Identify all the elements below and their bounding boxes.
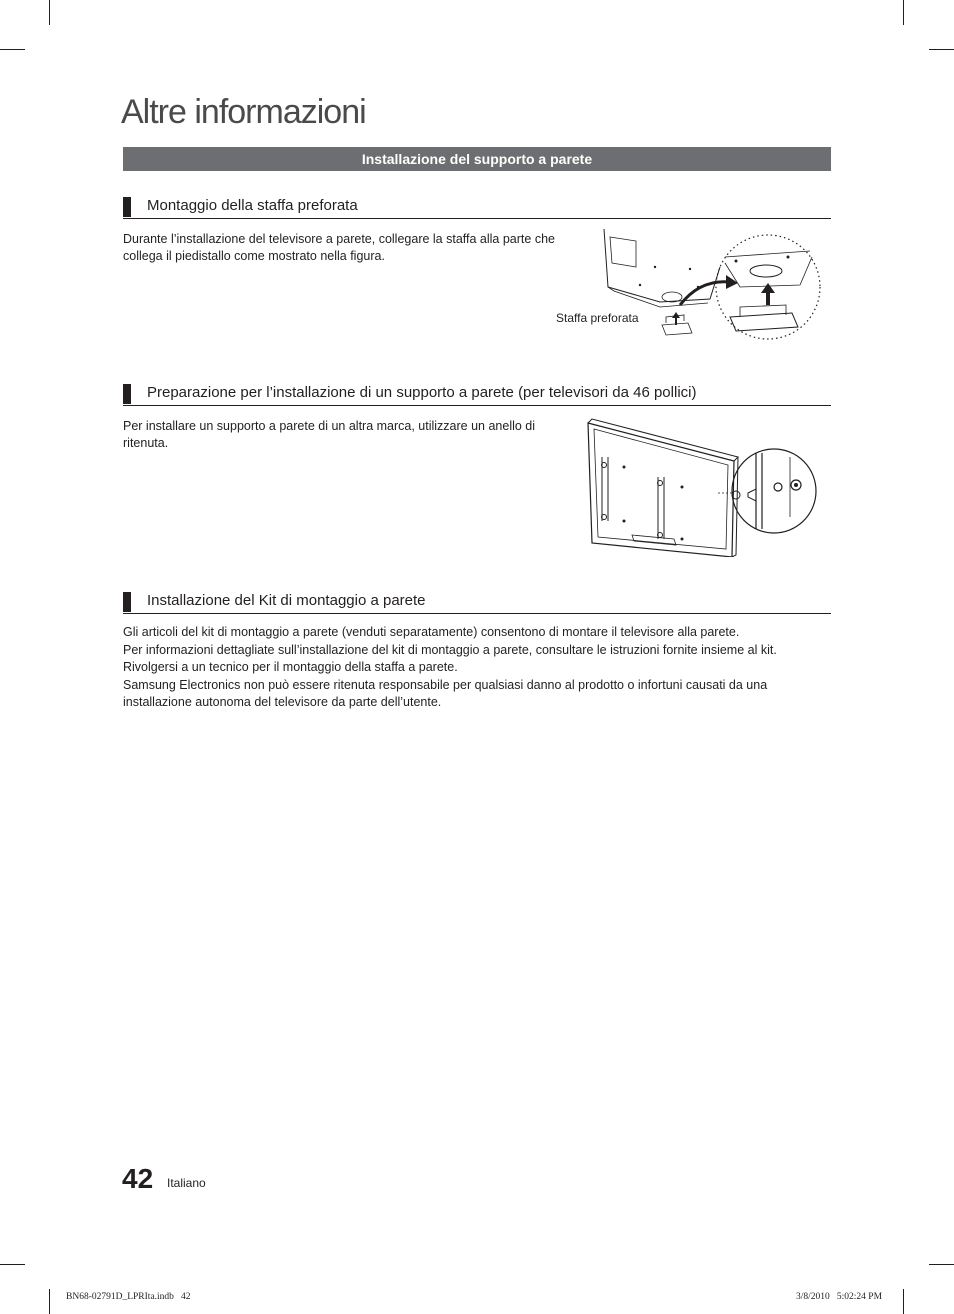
section-body [123,231,563,265]
print-slug-date: 3/8/2010 5:02:24 PM [796,1292,883,1302]
paragraph: Gli articoli del kit di montaggio a parete (venduti separatamente) consentono di montare il televisore alla parete. [123,625,740,639]
section-heading [123,196,831,219]
retaining-ring-illustration [584,417,824,557]
heading-marker [123,384,131,404]
crop-mark [903,0,904,25]
language-label: Italiano [167,1176,206,1190]
section-heading-label: Preparazione per l’installazione di un supporto a parete (per televisori da 46 pollici) [147,384,697,401]
bracket-illustration [600,227,830,349]
section-body [123,624,831,711]
crop-mark [929,1264,954,1265]
paragraph: Samsung Electronics non può essere ritenuta responsabile per qualsiasi danno al prodotto o infortuni causati da una installazione autonoma del televisore da parte dell’utente. [123,678,768,709]
section-heading [123,383,831,406]
crop-mark [49,0,50,25]
figure-caption: Staffa preforata [556,311,639,325]
print-slug-file: BN68-02791D_LPRIta.indb 42 [66,1292,191,1302]
crop-mark [0,1264,25,1265]
heading-marker [123,197,131,217]
paragraph: Per informazioni dettagliate sull’installazione del kit di montaggio a parete, consultare le istruzioni fornite insieme al kit. Rivolgersi a un tecnico per il montaggio della staffa a parete. [123,643,777,674]
crop-mark [903,1289,904,1314]
page-title: Altre informazioni [121,93,366,131]
section-bar: Installazione del supporto a parete [123,147,831,171]
paragraph: Per installare un supporto a parete di un altra marca, utilizzare un anello di ritenuta. [123,419,536,450]
paragraph: Durante l’installazione del televisore a parete, collegare la staffa alla parte che collega il piedistallo come mostrato nella figura. [123,232,555,263]
section-heading-label: Montaggio della staffa preforata [147,197,358,214]
section-body [123,418,543,452]
crop-mark [0,49,25,50]
heading-marker [123,592,131,612]
crop-mark [49,1289,50,1314]
section-heading [123,591,831,614]
crop-mark [929,49,954,50]
page-number: 42 [122,1163,154,1194]
section-heading-label: Installazione del Kit di montaggio a parete [147,592,426,609]
